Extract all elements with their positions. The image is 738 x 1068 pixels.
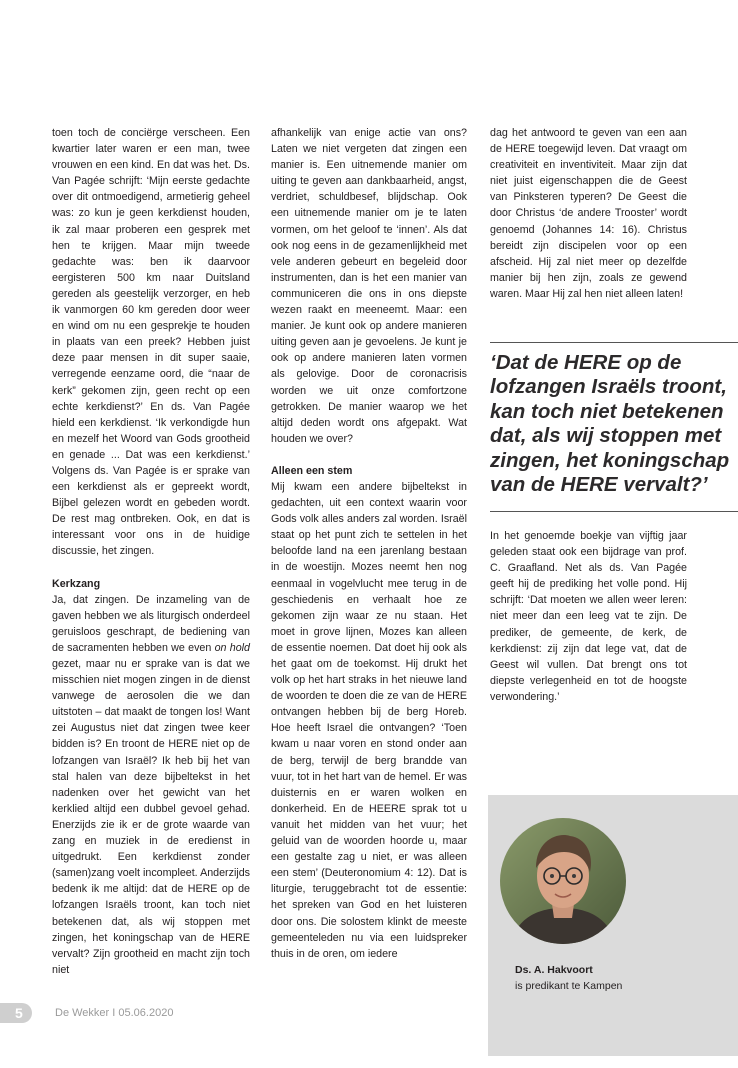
paragraph-text: gezet, maar nu er sprake van is dat we misschien niet mogen zingen in de dienst vanwege de aerosolen die we dan uitstoten – dat maakt de tongen los! Want zei Augustus niet dat zingen twee keer bidden is? En troont de HERE niet op de lofzangen van Israël? Ik heb bij het van stal halen van deze bijbeltekst in het nadenken over het gewicht van het kerklied altijd een dubbel gevoel gehad. Enerzijds zie ik er de grote waarde van zang en muziek in de eredienst in uitgedrukt. Een kerkdienst zonder (samen)zang voelt incompleet. Anderzijds bedenk ik me altijd: dat de HERE op de lofzangen Israëls troont, kan toch niet betekenen dat, als wij stoppen met zingen, het koningschap van de HERE vervalt? Zijn grootheid en macht zijn toch niet <box>52 658 250 976</box>
article-column-3 <box>490 125 687 302</box>
emphasis-text: on hold <box>214 641 250 654</box>
author-name: Ds. A. Hakvoort <box>515 964 593 976</box>
article-column-3-continued <box>490 528 687 705</box>
paragraph: dag het antwoord te geven van een aan de HERE toegewijd leven. Dat vraagt om creativiteit en inventiviteit. Maar zijn dat niet juist eigenschappen die de Geest van Pinksteren typeren? De Geest die door Christus ‘de andere Trooster’ wordt genoemd (Johannes 14: 16). Christus bereidt zijn discipelen voor op een afscheid. Hij zal niet meer op dezelfde manier bij hen zijn, zoals ze gewend waren. Maar Hij zal hen niet alleen laten! <box>490 127 687 300</box>
article-column-1 <box>52 125 250 978</box>
footer-separator: I <box>112 1007 116 1019</box>
footer-publication: De Wekker <box>55 1007 110 1019</box>
author-role: is predikant te Kampen <box>515 980 623 992</box>
paragraph <box>52 592 250 978</box>
pull-quote <box>490 342 738 512</box>
footer-date: 05.06.2020 <box>118 1007 174 1019</box>
paragraph: Mij kwam een andere bijbeltekst in gedachten, uit een context waarin voor Gods volk alles anders zal worden. Israël staat op het punt zich te settelen in het beloofde land na een jarenlang bestaan in de woestijn. Mozes neemt hen nog eenmaal in vogelvlucht mee terug in de geschiedenis en verhaalt hoe ze gekomen zijn waar ze nu staan. Het moet in grove lijnen, Mozes kan alleen de essentie noemen. Dat doet hij ook als het gaat om de toekomst. Hij drukt het volk op het hart straks in het nieuwe land de woorden te doen die ze van de HERE ontvangen hebben bij de berg Horeb. Hoe heeft Israel die ontvangen? ‘Toen kwam u naar voren en stond onder aan de berg, terwijl de berg brandde van vuur, tot in het hart van de hemel. Er was duisternis en er waren wolken en donkerheid. En de HEERE sprak tot u vanuit het midden van het vuur; het geluid van de woorden hoorde u, maar een gestalte zag u niet, er was alleen een stem’ (Deuteronomium 4: 12). Dat is liturgie, teruggebracht tot de essentie: het spreken van God en het luisteren door ons. Die solostem klinkt de meeste gemeenteleden nu via een luidspreker thuis in de oren, om iedere <box>271 480 467 960</box>
paragraph-text: Ja, dat zingen. De inzameling van de gaven hebben we als liturgisch onderdeel geruisloos geschrapt, de bediening van de sacramenten hebben we even <box>52 593 250 654</box>
article-column-2 <box>271 125 467 962</box>
paragraph: toen toch de conciërge verscheen. Een kwartier later waren er een man, twee vrouwen en een kind. En dat was het. Ds. Van Pagée schrijft: ‘Mijn eerste gedachte over dit ontmoedigend, armetierig geheel was: zo kun je geen kerkdienst houden, ik zal maar proberen een gesprek met hen te krijgen. Maar mijn tweede gedachte was: ben ik daarvoor eergisteren 500 km naar Duitsland gereden als geestelijk verzorger, en heb ik vanmorgen 60 km gereden door weer en wind om nu een gesprekje te houden in plaats van een preek? Hebben juist deze paar mensen in dit super saaie, verregende eenzame oord, die “naar de kerk” gekomen zijn, geen recht op een echte kerkdienst?’ En ds. Van Pagée hield een kerkdienst. ‘Ik verkondigde hun en mezelf het Woord van Gods grootheid en genade ... Dat was een kerkdienst.’ Volgens ds. Van Pagée is er sprake van een kerkdienst als er gepreekt wordt, Bijbel gelezen wordt en gebeden wordt. De rest mag ontbreken. Ook, en dat is interessant voor ons in de huidige discussie, het zingen. <box>52 127 250 558</box>
page-number: 5 <box>15 1005 23 1021</box>
pull-quote-text: ‘Dat de HERE op de lofzangen Israëls troont, kan toch niet betekenen dat, als wij stoppen met zingen, het koningschap van de HERE vervalt?’ <box>490 351 730 497</box>
paragraph: In het genoemde boekje van vijftig jaar geleden staat ook een bijdrage van prof. C. Graafland. Net als ds. Van Pagée geeft hij de prediking het volle pond. Hij schrijft: ‘Dat moeten we allen weer leren: niet meer dan een leeg vat te zijn. De prediker, de gemeente, de kerk, de kerkdienst: zij zijn dat lege vat, dat de Geest wil vullen. Dat brengt ons tot diepste verlegenheid en tot de hoogste verwondering.’ <box>490 530 687 703</box>
paragraph: afhankelijk van enige actie van ons? Laten we niet vergeten dat zingen een manier is. Een uitnemende manier om uiting te geven aan dankbaarheid, angst, verdriet, schuldbesef, blijdschap. Ook een uitnemende manier om je te laten vormen, om het geloof te ‘innen’. Als dat ook nog eens in de gezamenlijkheid met vele anderen gebeurt en begeleid door instrumenten, dan is het een manier van communiceren die ons in ons diepste wezen raakt en meeneemt. Maar: een manier. Je kunt ook op andere manieren uiting geven aan je gevoelens. Je kunt je ook op andere manieren laten vormen als gelovige. Door de coronacrisis worden we uit onze comfortzone getrokken. De manier waarop we het altijd deden wordt ons afgepakt. Wat houden we over? <box>271 127 467 445</box>
author-portrait-icon <box>500 818 626 944</box>
section-heading-kerkzang: Kerkzang <box>52 577 101 590</box>
author-photo <box>500 818 626 944</box>
footer-publication-info <box>55 1005 173 1021</box>
section-heading-alleen-een-stem: Alleen een stem <box>271 464 353 477</box>
